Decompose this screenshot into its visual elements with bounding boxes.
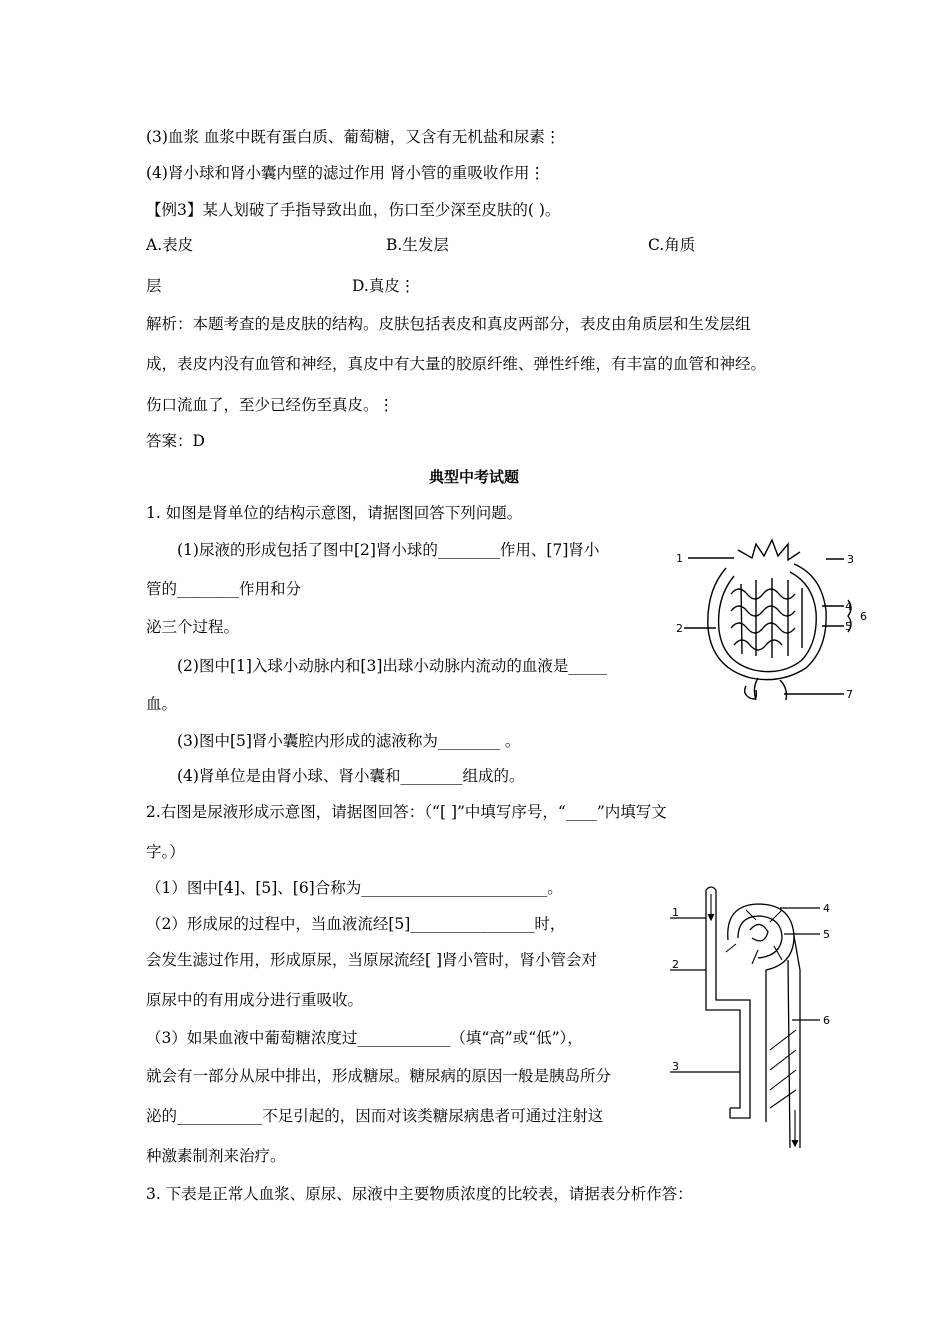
q1-item: 管的________作用和分	[146, 580, 302, 598]
q1-item: (4)肾单位是由肾小球、肾小囊和________组成的。	[177, 767, 525, 785]
option-b: B.生发层	[386, 236, 449, 254]
q2-item: 原尿中的有用成分进行重吸收。	[146, 991, 364, 1009]
analysis-line: 成，表皮内没有血管和神经，真皮中有大量的胶原纤维、弹性纤维，有丰富的血管和神经。	[146, 355, 767, 373]
question-2: 2.右图是尿液形成示意图，请据图回答：（“[ ]”中填写序号，“____”内填写文	[146, 803, 667, 821]
text-line: (4)肾小球和肾小囊内壁的滤过作用 肾小管的重吸收作用⋮	[146, 164, 545, 182]
fig1-label: 2	[676, 622, 683, 635]
fig2-label: 5	[823, 928, 830, 941]
analysis-line: 伤口流血了，至少已经伤至真皮。⋮	[146, 396, 395, 414]
q1-item: (1)尿液的形成包括了图中[2]肾小球的________作用、[7]肾小	[177, 541, 600, 559]
fig2-label: 2	[672, 958, 679, 971]
fig2-label: 4	[823, 902, 830, 915]
q2-item: 就会有一部分从尿中排出，形成糖尿。糖尿病的原因一般是胰岛所分	[146, 1067, 612, 1085]
q2-item: 字。）	[146, 843, 185, 861]
fig1-label: 4	[845, 600, 852, 613]
question-3: 3. 下表是正常人血浆、原尿、尿液中主要物质浓度的比较表，请据表分析作答：	[146, 1185, 693, 1203]
fig1-label: 1	[676, 552, 683, 565]
option-a: A.表皮	[146, 236, 194, 254]
option-c: C.角质	[648, 236, 696, 254]
fig2-label: 3	[672, 1060, 679, 1073]
example-question: 【例3】某人划破了手指导致出血，伤口至少深至皮肤的( )。	[146, 201, 561, 219]
q2-item: 会发生滤过作用，形成原尿，当原尿流经[ ]肾小管时，肾小管会对	[146, 951, 598, 969]
question-1: 1. 如图是肾单位的结构示意图，请据图回答下列问题。	[146, 504, 523, 522]
option-d: D.真皮⋮	[352, 277, 416, 295]
text-line: (3)血浆 血浆中既有蛋白质、葡萄糖，又含有无机盐和尿素⋮	[146, 128, 561, 146]
fig1-label: 3	[847, 553, 854, 566]
q2-item: 泌的___________不足引起的，因而对该类糖尿病患者可通过注射这	[146, 1107, 604, 1125]
section-title: 典型中考试题	[429, 468, 520, 486]
fig1-label: 7	[846, 688, 853, 701]
answer: 答案：D	[146, 432, 205, 450]
option-c-cont: 层	[146, 277, 162, 295]
urine-formation-diagram	[670, 880, 860, 1150]
q1-item: 血。	[146, 695, 178, 713]
fig1-label: 6	[860, 610, 867, 623]
q1-item: (3)图中[5]肾小囊腔内形成的滤液称为________ 。	[177, 732, 521, 750]
fig2-label: 1	[672, 906, 679, 919]
q2-item: （2）形成尿的过程中，当血液流经[5]________________时，	[146, 915, 566, 933]
analysis-line: 解析：本题考查的是皮肤的结构。皮肤包括表皮和真皮两部分，表皮由角质层和生发层组	[146, 315, 751, 333]
q1-item: 泌三个过程。	[146, 618, 240, 636]
fig2-label: 6	[823, 1014, 830, 1027]
nephron-diagram	[676, 536, 876, 708]
fig1-label: 5	[845, 620, 852, 633]
q2-item: （3）如果血液中葡萄糖浓度过____________（填“高”或“低”），	[146, 1029, 583, 1047]
q2-item: 种激素制剂来治疗。	[146, 1147, 286, 1165]
q2-item: （1）图中[4]、[5]、[6]合称为________________________。	[146, 879, 563, 897]
q1-item: (2)图中[1]入球小动脉内和[3]出球小动脉内流动的血液是_____	[177, 657, 608, 675]
